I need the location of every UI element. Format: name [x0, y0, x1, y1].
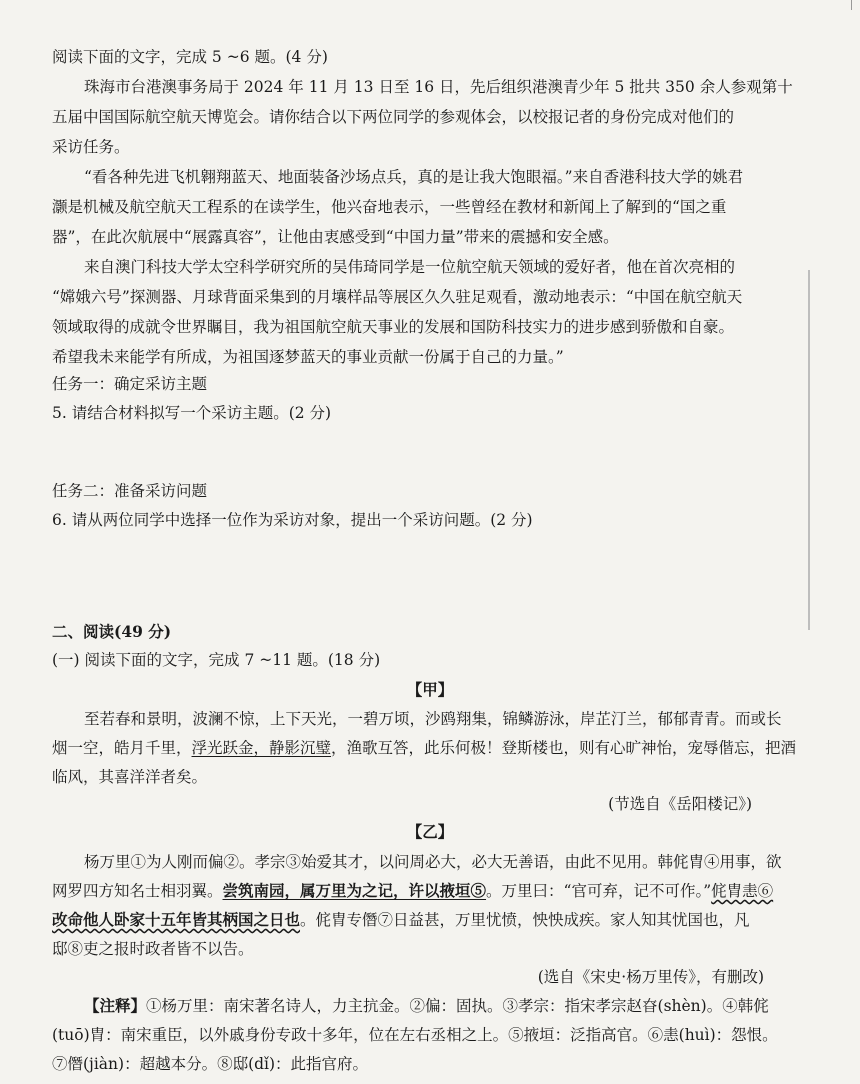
material-paragraph-2: 领域取得的成就令世界瞩目，我为祖国航空航天事业的发展和国防科技实力的进步感到骄傲和自豪。	[52, 318, 735, 336]
intro-paragraph-line: 五届中国国际航空航天博览会。请你结合以下两位同学的参观体会，以校报记者的身份完成对他们的	[52, 108, 735, 126]
task1-title: 任务一：确定采访主题	[52, 375, 208, 393]
passage-yi-line: 改命他人卧家十五年皆其柄国之日也。侂胄专僭⑦日益甚，万里忧愤，怏怏成疾。家人知其忧国也，凡	[52, 910, 750, 929]
question-5: 5. 请结合材料拟写一个采访主题。(2 分)	[52, 404, 332, 422]
section-title: 二、阅读(49 分)	[52, 622, 172, 641]
notes-line: (tuō)胄：南宋重臣，以外戚身份专政十多年，位在左右丞相之上。⑤掖垣：泛指高官。⑥恚(huì)：怨恨。	[52, 1026, 778, 1044]
material-paragraph-1: 灏是机械及航空航天工程系的在读学生，他兴奋地表示，一些曾经在教材和新闻上了解到的“国之重	[52, 198, 727, 216]
wavy-underlined-sentence: 侂胄恚⑥	[711, 882, 774, 900]
intro-paragraph-line: 采访任务。	[52, 138, 130, 156]
underlined-phrase: 浮光跃金，静影沉璧	[191, 739, 332, 757]
passage-jia-heading: 【甲】	[406, 680, 454, 699]
passage-jia-source: (节选自《岳阳楼记》)	[608, 795, 752, 813]
passage-jia-line: 至若春和景明，波澜不惊，上下天光，一碧万顷，沙鸥翔集，锦鳞游泳，岸芷汀兰，郁郁青青。而或长	[84, 710, 782, 728]
material-paragraph-2: 希望我未来能学有所成，为祖国逐梦蓝天的事业贡献一份属于自己的力量。”	[52, 348, 564, 366]
passage-yi-line: 杨万里①为人刚而偏②。孝宗③始爱其才，以问周必大，必大无善语，由此不见用。韩侂胄④用事，欲	[84, 853, 782, 871]
material-paragraph-1: “看各种先进飞机翱翔蓝天、地面装备沙场点兵，真的是让我大饱眼福。”来自香港科技大学的姚君	[84, 168, 744, 186]
notes-line: ⑦僭(jiàn)：超越本分。⑧邸(dǐ)：此指官府。	[52, 1055, 369, 1073]
wavy-underlined-sentence: 改命他人卧家十五年皆其柄国之日也	[52, 910, 301, 929]
passage-jia-line: 烟一空，皓月千里，浮光跃金，静影沉璧，渔歌互答，此乐何极！登斯楼也，则有心旷神怡，宠辱偕忘，把酒	[52, 739, 797, 757]
material-paragraph-2: “嫦娥六号”探测器、月球背面采集到的月壤样品等展区久久驻足观看，激动地表示：“中国在航空航天	[52, 288, 743, 306]
intro-paragraph-line: 珠海市台港澳事务局于 2024 年 11 月 13 日至 16 日，先后组织港澳青少年 5 批共 350 余人参观第十	[84, 78, 793, 96]
passage-jia-line: 临风，其喜洋洋者矣。	[52, 768, 208, 786]
question-6: 6. 请从两位同学中选择一位作为采访对象，提出一个采访问题。(2 分)	[52, 511, 533, 529]
passage-yi-heading: 【乙】	[406, 822, 454, 841]
underlined-sentence: 尝筑南园，属万里为之记，许以掖垣⑤	[222, 881, 487, 900]
notes-label: 【注释】	[84, 996, 147, 1015]
material-paragraph-1: 器”，在此次航展中“展露真容”，让他由衷感受到“中国力量”带来的震撼和安全感。	[52, 228, 619, 246]
passage-yi-source: (选自《宋史·杨万里传》，有删改)	[537, 968, 764, 986]
notes-line: 【注释】①杨万里：南宋著名诗人，力主抗金。②偏：固执。③孝宗：指宋孝宗赵昚(shèn)。④韩侂	[84, 996, 769, 1015]
task2-title: 任务二：准备采访问题	[52, 482, 208, 500]
intro-instruction: 阅读下面的文字，完成 5 ~6 题。(4 分)	[52, 48, 328, 66]
passage-yi-line: 邸⑧吏之报时政者皆不以告。	[52, 940, 254, 958]
section-subtitle: (一) 阅读下面的文字，完成 7 ~11 题。(18 分)	[52, 651, 381, 669]
material-paragraph-2: 来自澳门科技大学太空科学研究所的吴伟琦同学是一位航空航天领域的爱好者，他在首次亮相的	[84, 258, 736, 276]
page-edge-mark	[851, 0, 852, 10]
passage-yi-line: 网罗四方知名士相羽翼。尝筑南园，属万里为之记，许以掖垣⑤。万里曰：“官可弃，记不可作。”侂胄恚⑥	[52, 881, 774, 900]
